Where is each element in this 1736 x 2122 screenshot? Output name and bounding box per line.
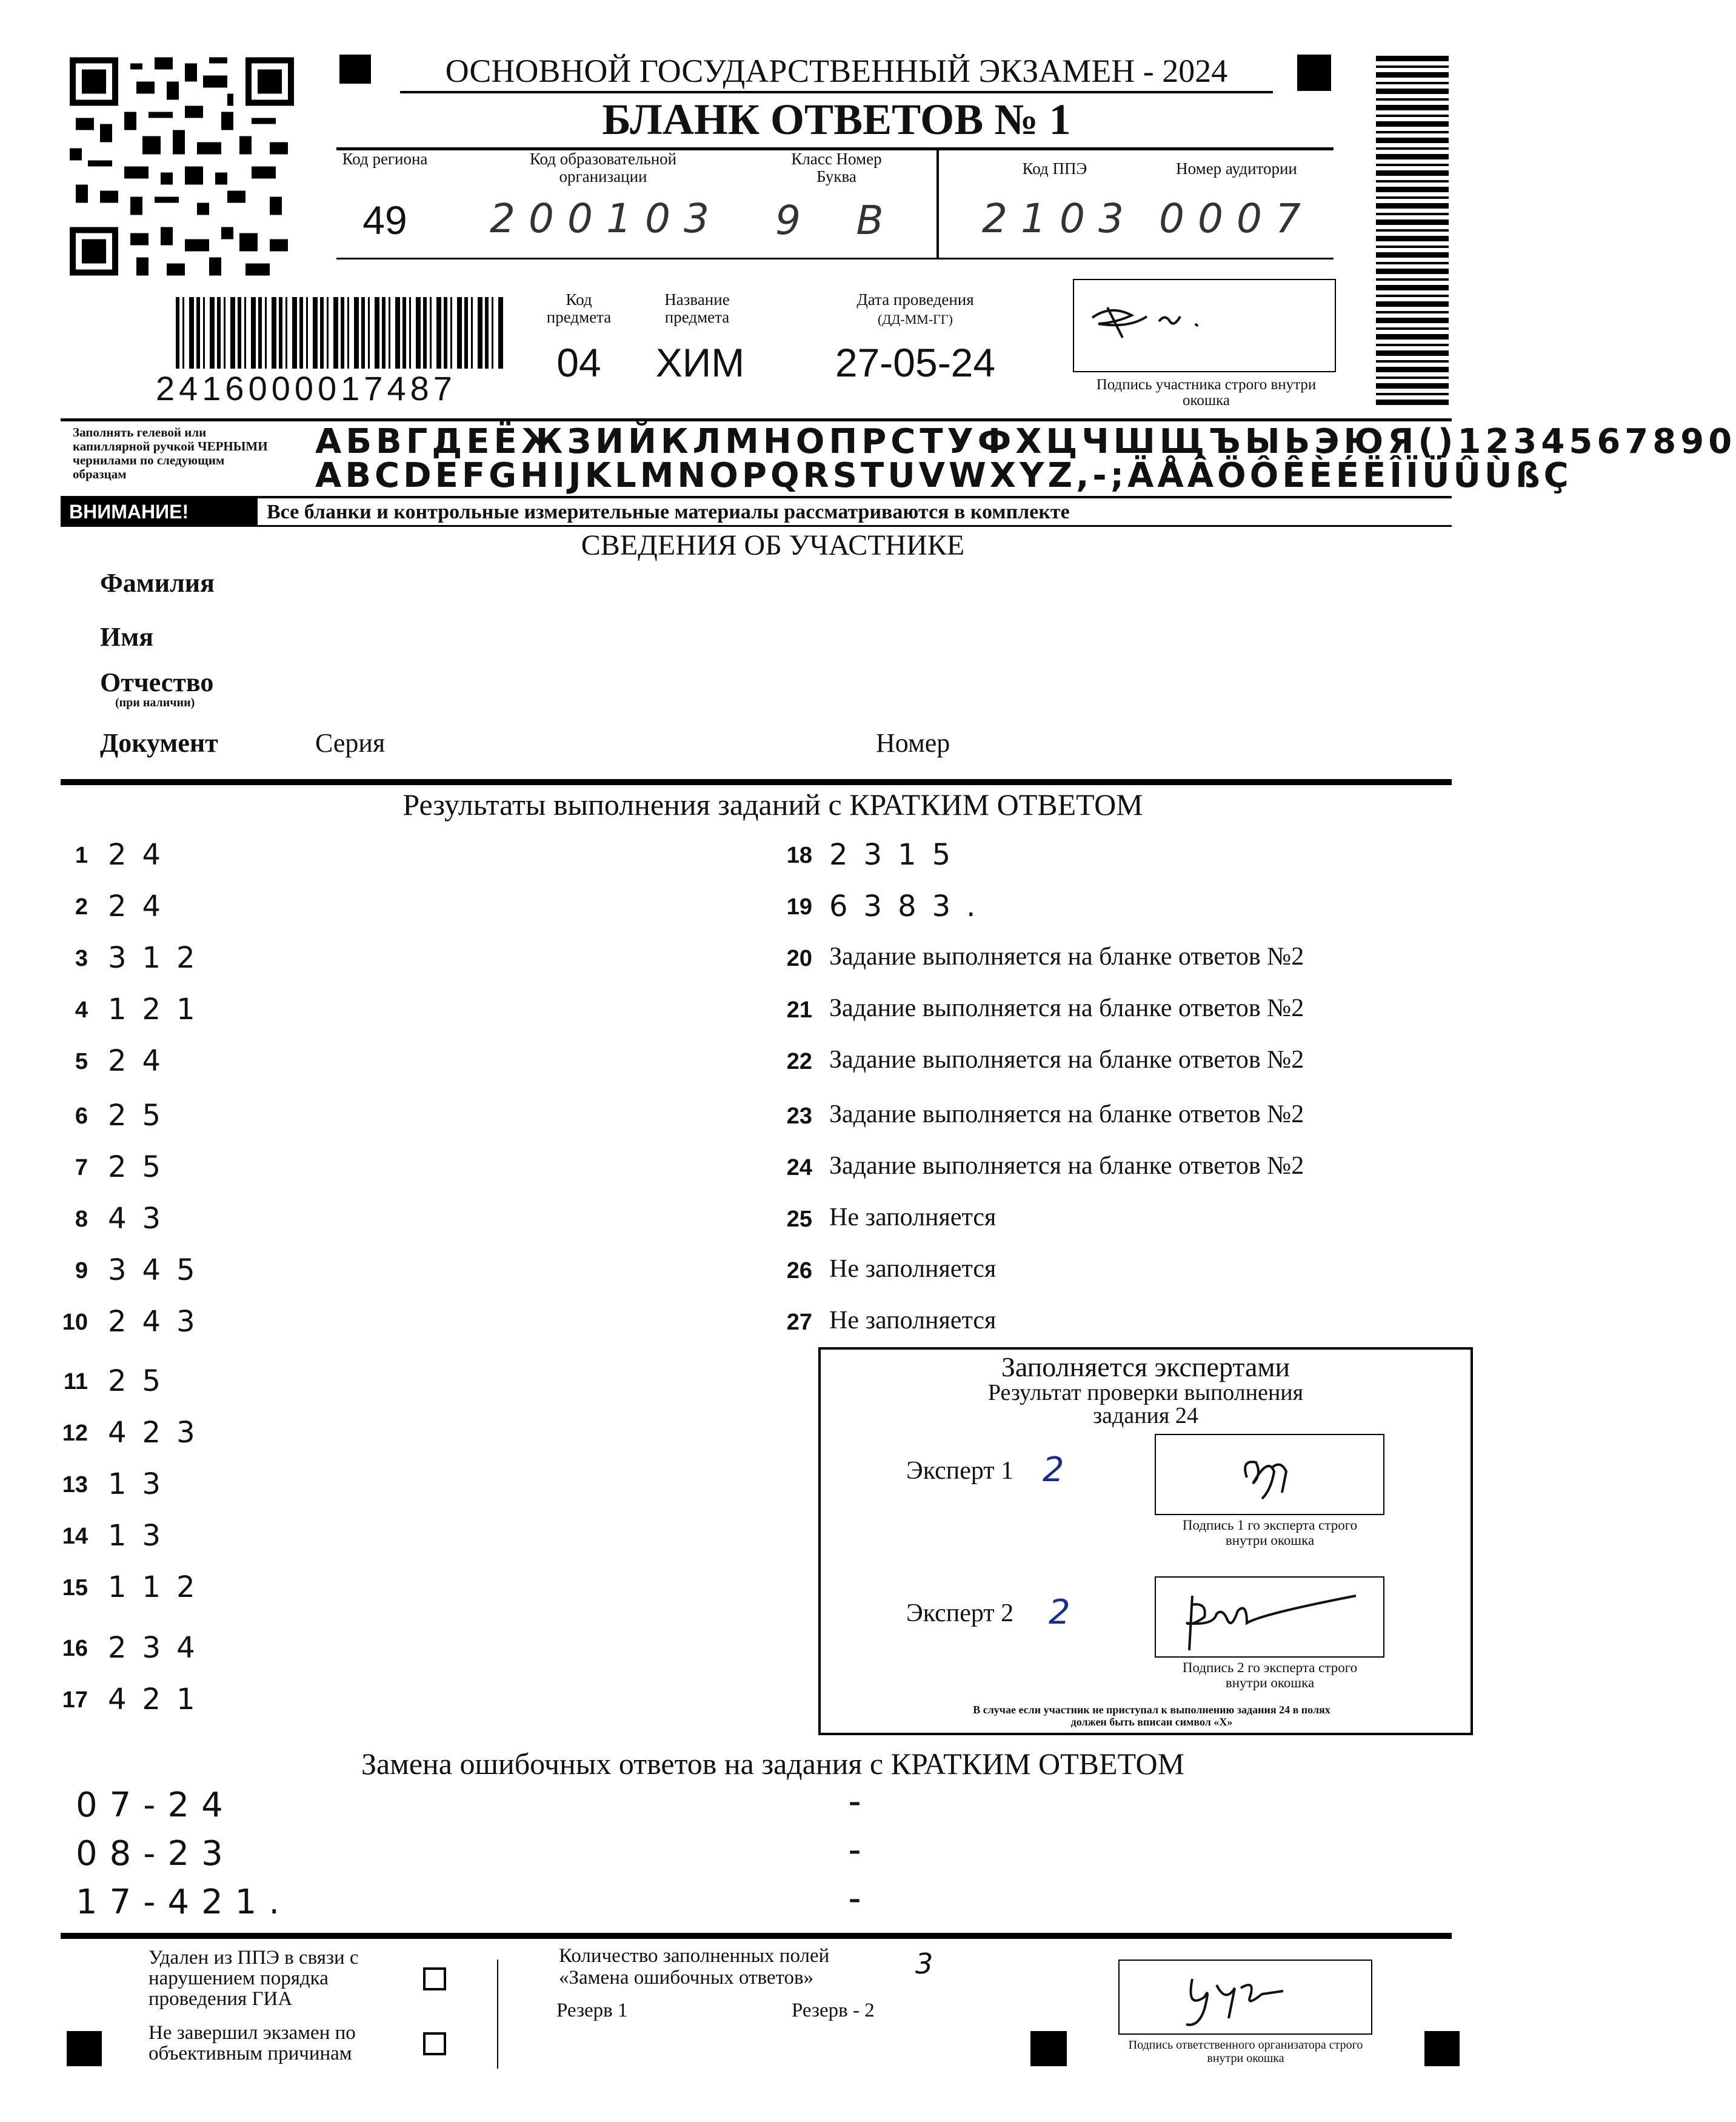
answer-value[interactable]: 13 <box>108 1467 177 1501</box>
answer-value[interactable]: 112 <box>108 1570 211 1604</box>
warning-text: Все бланки и контрольные измерительные материалы рассматриваются в комплекте <box>267 501 1070 523</box>
answer-note: Задание выполняется на бланке ответов №2 <box>829 1152 1304 1180</box>
expert1-label: Эксперт 1 <box>906 1457 1014 1485</box>
answer-value[interactable]: 25 <box>108 1099 177 1133</box>
answer-note: Не заполняется <box>829 1203 997 1231</box>
replacement-entry[interactable]: 17-421. <box>76 1883 292 1922</box>
region-value: 49 <box>362 198 407 243</box>
answer-note: Задание выполняется на бланке ответов №2 <box>829 1046 1304 1074</box>
answer-number: 19 <box>786 894 812 920</box>
expert2-signature-box[interactable] <box>1155 1576 1384 1658</box>
answer-number: 21 <box>786 997 812 1023</box>
answer-number: 17 <box>62 1687 88 1713</box>
corner-marker <box>1297 55 1331 91</box>
answer-note: Задание выполняется на бланке ответов №2 <box>829 1100 1304 1128</box>
class-num-value: 9 <box>775 197 801 244</box>
expert1-score: 2 <box>1043 1450 1064 1490</box>
answer-value[interactable]: 243 <box>108 1305 211 1339</box>
fill-instructions: Заполнять гелевой или капиллярной ручкой ЧЕРНЫМИ чернилами по следующим образцам <box>73 425 268 481</box>
signature-caption: Подпись участника строго внутри окошка <box>1096 377 1317 409</box>
answer-number: 10 <box>62 1310 88 1335</box>
organizer-signature-box[interactable] <box>1118 1960 1372 2035</box>
date-format: (ДД-ММ-ГГ) <box>878 312 953 327</box>
org-label: Код образовательной организации <box>529 150 677 186</box>
not-finished-label: Не завершил экзамен по объективным причинам <box>149 2022 356 2064</box>
participant-signature <box>1074 280 1335 371</box>
answer-number: 16 <box>62 1636 88 1661</box>
answer-value[interactable]: 2315 <box>829 838 967 872</box>
ppe-value: 2103 <box>982 195 1137 242</box>
replacements-heading: Замена ошибочных ответов на задания с КРАТКИМ ОТВЕТОМ <box>361 1747 1185 1781</box>
subject-code-value: 04 <box>556 340 601 385</box>
class-letter-value: В <box>856 197 884 244</box>
answer-number: 27 <box>786 1310 812 1335</box>
footer-divider <box>497 1960 498 2069</box>
sample-cyrillic: АБВГДЕЁЖЗИЙКЛМНОПРСТУФХЦЧШЩЪЫЬЭЮЯ()1234567890 <box>315 422 1736 461</box>
region-label: Код региона <box>342 150 428 168</box>
subject-name-label: Название предмета <box>664 290 730 326</box>
sample-rule <box>61 418 1452 421</box>
patronymic-label: Отчество <box>100 668 214 697</box>
answer-value[interactable]: 24 <box>108 1044 177 1078</box>
answer-value[interactable]: 423 <box>108 1416 211 1450</box>
corner-marker <box>1424 2031 1460 2066</box>
expert2-label: Эксперт 2 <box>906 1599 1014 1627</box>
reserve1-label: Резерв 1 <box>556 2000 628 2021</box>
field-divider <box>936 150 939 259</box>
answer-value[interactable]: 24 <box>108 838 177 872</box>
answer-value[interactable]: 13 <box>108 1519 177 1553</box>
answer-number: 6 <box>75 1103 88 1129</box>
warning-rule <box>61 496 1452 498</box>
corner-marker <box>67 2031 102 2066</box>
answer-note: Задание выполняется на бланке ответов №2 <box>829 994 1304 1022</box>
document-label: Документ <box>100 728 218 758</box>
answer-number: 13 <box>62 1472 88 1498</box>
answer-note: Задание выполняется на бланке ответов №2 <box>829 943 1304 971</box>
class-label: Класс Номер Буква <box>791 150 882 186</box>
expert1-caption: Подпись 1 го эксперта строго внутри окошка <box>1182 1518 1358 1548</box>
room-value: 0007 <box>1159 195 1314 242</box>
warning-label: ВНИМАНИЕ! <box>61 498 258 525</box>
answer-number: 7 <box>75 1155 88 1180</box>
reserve2-label: Резерв - 2 <box>792 2000 875 2021</box>
answer-number: 20 <box>786 946 812 971</box>
replacement-entry-right[interactable]: - <box>849 1877 861 1917</box>
answer-number: 1 <box>75 843 88 868</box>
experts-title: Заполняется экспертами <box>1001 1351 1290 1382</box>
answer-value[interactable]: 6383. <box>829 889 992 923</box>
answer-number: 9 <box>75 1258 88 1284</box>
answer-value[interactable]: 25 <box>108 1364 177 1398</box>
answer-value[interactable]: 312 <box>108 941 211 975</box>
number-label: Номер <box>876 728 950 758</box>
barcode-number: 2416000017487 <box>155 369 519 408</box>
warning-bottom-rule <box>61 525 1452 527</box>
experts-subtitle: Результат проверки выполнения задания 24 <box>987 1380 1304 1428</box>
answer-number: 12 <box>62 1421 88 1446</box>
answer-number: 26 <box>786 1258 812 1284</box>
qr-code <box>70 56 294 277</box>
experts-note: В случае если участник не приступал к выполнению задания 24 в полях должен быть вписан символ «Х» <box>973 1704 1330 1728</box>
org-value: 200103 <box>490 195 723 242</box>
answer-value[interactable]: 43 <box>108 1202 177 1236</box>
replacement-entry-right[interactable]: - <box>849 1780 861 1820</box>
section-rule <box>61 779 1452 785</box>
replacement-entry-right[interactable]: - <box>849 1829 861 1869</box>
answer-number: 25 <box>786 1207 812 1232</box>
expert1-signature <box>1156 1435 1383 1514</box>
date-label: Дата проведения <box>856 290 974 309</box>
surname-label: Фамилия <box>100 568 215 598</box>
footer-rule <box>61 1933 1452 1939</box>
expert2-score: 2 <box>1049 1593 1070 1632</box>
answer-value[interactable]: 24 <box>108 889 177 923</box>
count-label: Количество заполненных полей «Замена ошибочных ответов» <box>559 1945 830 1989</box>
answer-number: 15 <box>62 1575 88 1601</box>
corner-marker <box>1030 2031 1067 2066</box>
corner-marker <box>339 55 371 84</box>
answer-number: 4 <box>75 997 88 1023</box>
subject-code-label: Код предмета <box>546 290 612 326</box>
answer-number: 14 <box>62 1524 88 1549</box>
answer-note: Не заполняется <box>829 1307 997 1334</box>
answer-value[interactable]: 234 <box>108 1631 211 1665</box>
sample-latin: ABCDEFGHIJKLMNOPQRSTUVWXYZ,-;ÄÅÂÖÔÊÈÉËÎÏÜÛÙßÇ <box>315 456 1572 495</box>
answer-value[interactable]: 345 <box>108 1253 211 1287</box>
answers-heading: Результаты выполнения заданий с КРАТКИМ ОТВЕТОМ <box>402 788 1143 822</box>
replacement-entry[interactable]: 08-23 <box>76 1834 235 1873</box>
answer-number: 23 <box>786 1103 812 1129</box>
expert2-signature <box>1156 1578 1383 1656</box>
count-value: 3 <box>915 1947 933 1980</box>
answer-value[interactable]: 25 <box>108 1150 177 1184</box>
answer-number: 5 <box>75 1049 88 1074</box>
participant-heading: СВЕДЕНИЯ ОБ УЧАСТНИКЕ <box>581 529 965 561</box>
replacement-entry[interactable]: 07-24 <box>76 1786 235 1825</box>
form-title: БЛАНК ОТВЕТОВ № 1 <box>602 95 1071 144</box>
patronymic-note: (при наличии) <box>115 696 195 709</box>
side-barcode <box>1376 56 1449 407</box>
answer-number: 8 <box>75 1207 88 1232</box>
answer-number: 2 <box>75 894 88 920</box>
ppe-label: Код ППЭ <box>1022 159 1087 178</box>
subject-name-value: ХИМ <box>655 340 745 385</box>
removed-label: Удален из ППЭ в связи с нарушением порядка проведения ГИА <box>149 1947 359 2010</box>
expert1-signature-box[interactable] <box>1155 1434 1384 1515</box>
date-value: 27-05-24 <box>835 340 996 385</box>
participant-signature-box[interactable] <box>1073 279 1336 372</box>
exam-title: ОСНОВНОЙ ГОСУДАРСТВЕННЫЙ ЭКЗАМЕН - 2024 <box>400 52 1273 93</box>
series-label: Серия <box>315 728 386 758</box>
answer-number: 3 <box>75 946 88 971</box>
answer-number: 24 <box>786 1155 812 1180</box>
answer-note: Не заполняется <box>829 1255 997 1283</box>
field-underline <box>336 258 1334 259</box>
not-finished-checkbox[interactable] <box>423 2032 446 2055</box>
answer-value[interactable]: 421 <box>108 1682 211 1716</box>
room-label: Номер аудитории <box>1176 159 1297 178</box>
answer-value[interactable]: 121 <box>108 992 211 1026</box>
organizer-signature <box>1120 1961 1371 2033</box>
expert2-caption: Подпись 2 го эксперта строго внутри окошка <box>1182 1660 1358 1690</box>
name-label: Имя <box>100 622 153 652</box>
answer-number: 22 <box>786 1049 812 1074</box>
organizer-caption: Подпись ответственного организатора строго внутри окошка <box>1128 2038 1363 2065</box>
removed-checkbox[interactable] <box>423 1967 446 1990</box>
answer-number: 18 <box>786 843 812 868</box>
answer-number: 11 <box>63 1369 88 1394</box>
